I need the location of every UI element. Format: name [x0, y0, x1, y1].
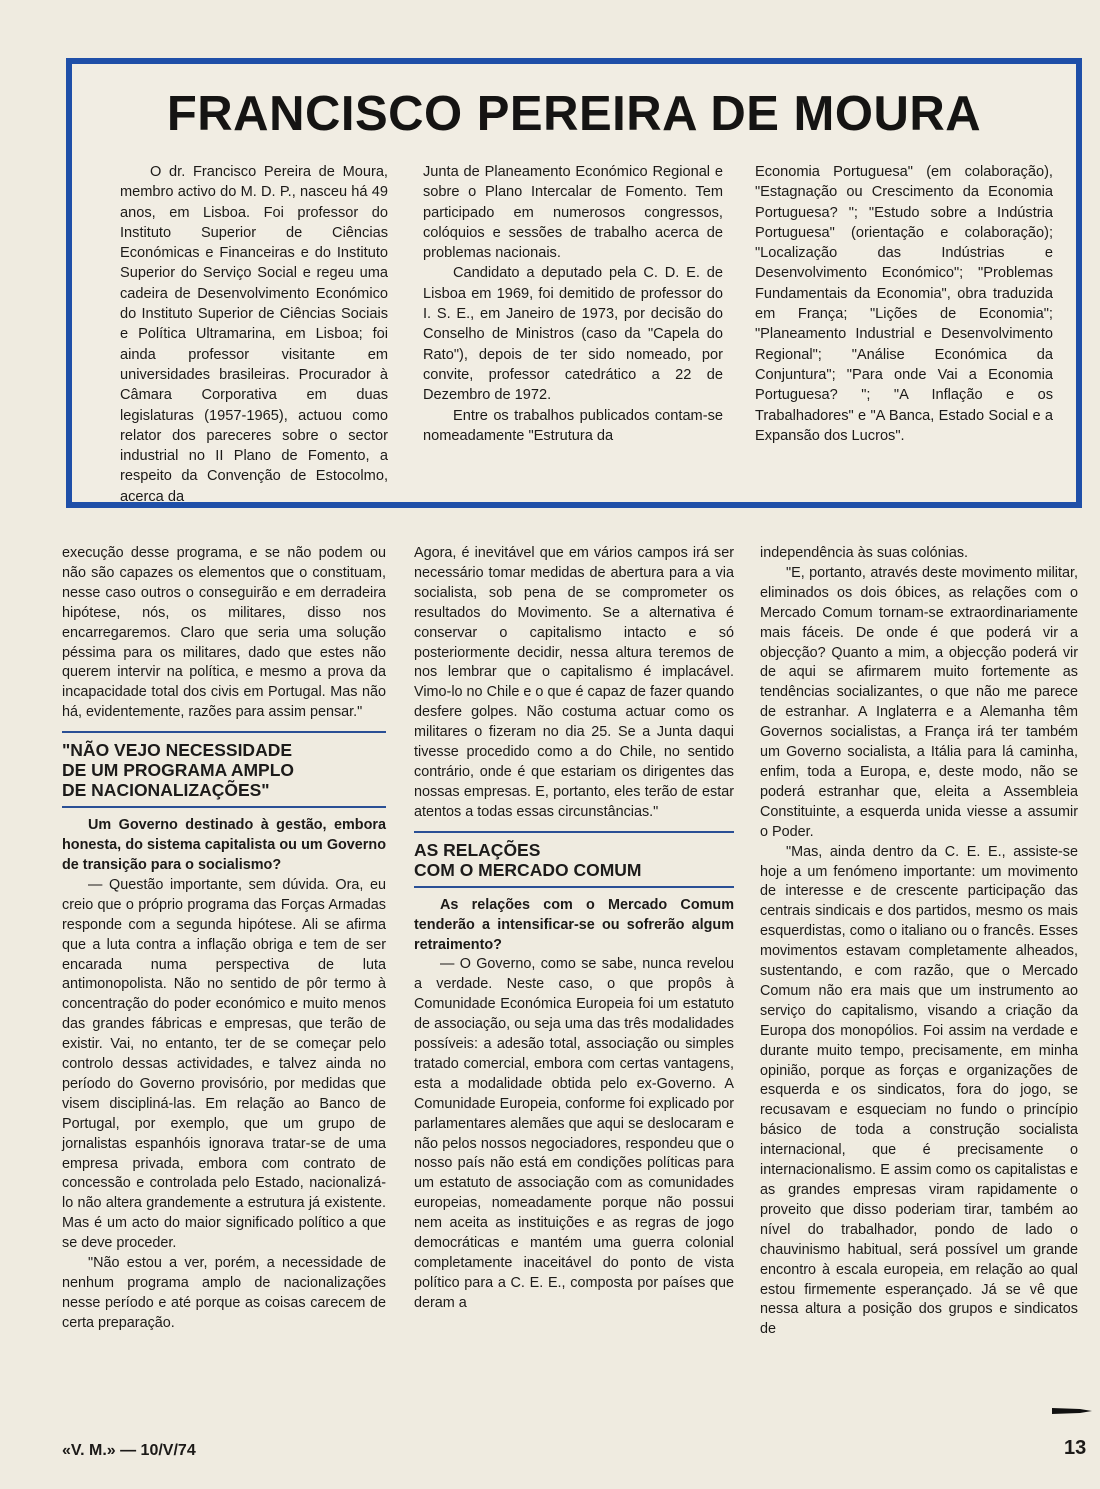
bio-column-2: [423, 162, 723, 446]
body-paragraph: execução desse programa, e se não podem ou não são capazes os elementos que o constituam, nesse caso outros o conseguirão e em derradeira hipótese, nós, os militares, disso nos encarregaremos. Claro que seria uma solução péssima para os militares, dado que estes não querem intervir na política, e mesmo a prova da incapacidade total dos civis em Portugal. Mas não há, evidentemente, razões para assim pensar.": [62, 545, 386, 721]
section-heading-line: COM O MERCADO COMUM: [414, 859, 642, 880]
body-paragraph: "E, portanto, através deste movimento militar, eliminados os dois óbices, as relações com o Mercado Comum tornam-se extraordinariamente mais fáceis. De onde é que poderá vir a objecção? Quanto a mim, a objecção poderá vir de aqui se afirmarem muito fortemente as tendências socializantes, o que não me parece de estranhar. A Inglaterra e a Alemanha têm Governos socialistas, a França irá ter também um Governo socialista, a Itália para lá caminha, enfim, toda a Europa, e, deste modo, não se poderá estranhar que, eleita a Assembleia Constituinte, a esquerda unida viesse a assumir o Poder.: [760, 564, 1078, 840]
section-heading-line: AS RELAÇÕES: [414, 839, 541, 860]
body-paragraph: Agora, é inevitável que em vários campos irá ser necessário tomar medidas de abertura para a via socialista, sob pena de se comprometer os resultados do Movimento. Se a alternativa é conservar o capitalismo intacto e só posteriormente decidir, nessa altura teremos de nos lembrar que o capitalismo é implacável. Vimo-lo no Chile e o que é capaz de fazer quando desfere golpes. Não costuma actuar como os militares o fizeram no dia 25. Se a Junta daqui tivesse procedido como a do Chile, no sentido contrário, onde é que estariam os dirigentes das nossas empresas. E, portanto, eles terão de estar atentos a todas essas circunstâncias.": [414, 545, 734, 820]
body-column-2: [414, 544, 734, 1314]
article-title: FRANCISCO PEREIRA DE MOURA: [166, 87, 982, 141]
bio-paragraph: Candidato a deputado pela C. D. E. de Lisboa em 1969, foi demitido de professor do I. S. E., em Janeiro de 1973, por decisão do Conselho de Ministros (caso da "Capela do Rato"), depois de ter sido nomeado, por convite, professor catedrático a 22 de Dezembro de 1972.: [423, 265, 723, 404]
body-paragraph: "Mas, ainda dentro da C. E. E., assiste-se hoje a um fenómeno importante: um movimento de interesse e de crescente participação das centrais sindicais e dos partidos, mesmo os mais esquerdistas, como o italiano ou o francês. Esses movimentos estavam completamente alheados, sustentando, e com razão, que o Mercado Comum não era mais que um instrumento ao serviço do capitalismo, visando a criação da Europa dos monopólios. Foi assim na verdade e durante muito tempo, precisamente, em minha opinião, porque as forças e organizações de esquerda e os sindicatos, fora do jogo, se recusavam e esqueciam no fundo o princípio básico de toda a construção socialista internacional, que é precisamente o internacionalismo. E assim como os capitalistas e as grandes empresas viram rapidamente o proveito que disso poderiam tirar, também ao nível do trabalhador, pondo de lado o chauvinismo habitual, será possível um grande encontro à escala europeia, em relação ao qual estou firmemente esperançado. Já se vê que nessa altura a posição dos grupos e sindicatos de: [760, 843, 1078, 1338]
bio-box: [66, 58, 1082, 508]
section-heading-line: DE UM PROGRAMA AMPLO: [62, 760, 295, 781]
bio-column-3: [755, 162, 1053, 446]
section-heading: [414, 831, 734, 888]
bio-column-1: [120, 162, 388, 507]
bio-paragraph: O dr. Francisco Pereira de Moura, membro activo do M. D. P., nasceu há 49 anos, em Lisboa. Foi professor do Instituto Superior de Ciências Económicas e Financeiras e do Instituto Superior do Serviço Social e regeu uma cadeira de Desenvolvimento Económico do Instituto Superior de Ciências Sociais e Política Ultramarina, em Lisboa; foi ainda professor visitante em universidades brasileiras. Procurador à Câmara Corporativa em duas legislaturas (1957-1965), actuou como relator dos pareceres sobre o sector industrial no II Plano de Fomento, a respeito da Convenção de Estocolmo, acerca da: [120, 164, 388, 505]
body-paragraph: independência às suas colónias.: [760, 545, 969, 561]
body-paragraph: — O Governo, como se sabe, nunca revelou a verdade. Neste caso, o que propôs à Comunidade Económica Europeia foi um estatuto de associação, ou seja uma das três modalidades possíveis: a adesão total, associação ou simples tratado comercial, embora com certas vantagens, esta a modalidade obtida pelo ex-Governo. A Comunidade Europeia, conforme foi explicado por parlamentares alemães que aqui se deslocaram e não pelos nossos negociadores, respondeu que o nosso país não está em condições políticas para um estatuto de associação com as comunidades europeias, nomeadamente porque não possui nem aceita as instituições e as regras de jogo democráticas e mantém uma guerra colonial completamente inaceitável do ponto de vista político para a C. E. E., composta por países que deram a: [414, 956, 734, 1311]
body-paragraph: — Questão importante, sem dúvida. Ora, eu creio que o próprio programa das Forças Armadas responde com a segunda hipótese. Ali se afirma que a luta contra a inflação obriga e tem de ser encarada numa perspectiva de luta antimonopolista. Não no sentido de pôr termo à concentração do poder económico e muito menos das grandes fábricas e empresas, que terão de existir. Vai, no entanto, ter de se começar pelo controlo dessas actividades, e talvez ainda no período do Governo provisório, por medidas que visem discipliná-las. Em relação ao Banco de Portugal, por exemplo, que um grupo de jornalistas espanhóis ignorava tratar-se de uma empresa privada, embora com contrato de concessão e controlada pelo Estado, nacionalizá-lo não altera grandemente a estrutura já existente. Mas é um acto do maior significado político a que se deve proceder.: [62, 876, 386, 1252]
body-column-3: [760, 544, 1078, 1340]
body-paragraph: "Não estou a ver, porém, a necessidade de nenhum programa amplo de nacionalizações nesse período e até porque as coisas carecem de certa preparação.: [62, 1255, 386, 1331]
footer-source: «V. M.» — 10/V/74: [62, 1442, 196, 1459]
bio-paragraph: Economia Portuguesa" (em colaboração), "Estagnação ou Crescimento da Economia Portuguesa? "; "Estudo sobre a Indústria Portuguesa" (orientação e colaboração); "Localização das Indústrias e Desenvolvimento Económico"; "Problemas Fundamentais da Economia", obra traduzida em França; "Lições de Economia"; "Planeamento Industrial e Desenvolvimento Regional"; "Análise Económica da Conjuntura"; "Para onde Vai a Economia Portuguesa? "; "A Inflação e os Trabalhadores" e "A Banca, Estado Social e a Expansão dos Lucros".: [755, 164, 1053, 444]
bio-paragraph: Junta de Planeamento Económico Regional e sobre o Plano Intercalar de Fomento. Tem participado em numerosos congressos, colóquios e sessões de trabalho acerca de problemas nacionais.: [423, 164, 723, 262]
interview-question: As relações com o Mercado Comum tenderão a intensificar-se ou sofrerão algum retraimento?: [414, 896, 734, 953]
body-column-1: [62, 544, 386, 1334]
bio-paragraph: Entre os trabalhos publicados contam-se nomeadamente "Estrutura da: [423, 407, 723, 444]
page-number: 13: [1064, 1437, 1087, 1459]
section-heading-line: DE NACIONALIZAÇÕES": [62, 780, 270, 801]
section-heading: [62, 731, 386, 808]
interview-question: Um Governo destinado à gestão, embora honesta, do sistema capitalista ou um Governo de transição para o socialismo?: [62, 817, 386, 873]
arrow-right-icon: [1052, 1405, 1092, 1417]
section-heading-line: "NÃO VEJO NECESSIDADE: [62, 740, 293, 761]
